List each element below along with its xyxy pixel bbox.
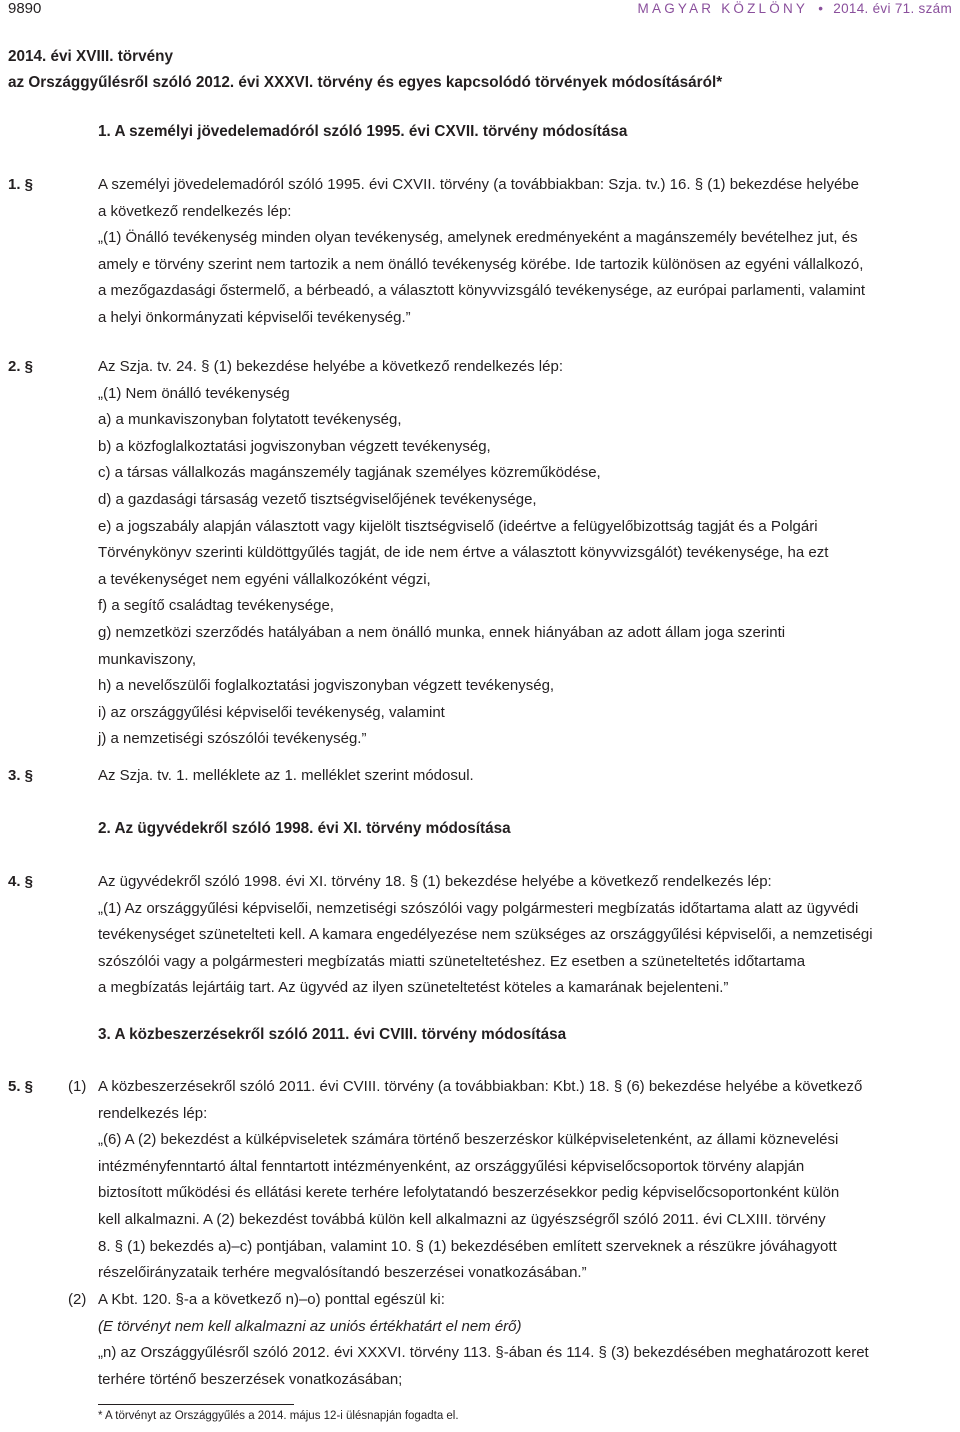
section-5-line: kell alkalmazni. A (2) bekezdést továbbá külön kell alkalmazni az ügyészségről szóló 2011. évi CLXIII. törvény	[98, 1210, 826, 1228]
section-1-line: „(1) Önálló tevékenység minden olyan tevékenység, amelynek eredményeként a magánszemély bevételhez jut, és	[98, 229, 858, 247]
section-5-line: „n) az Országgyűlésről szóló 2012. évi XXXVI. törvény 113. §-ában és 114. § (3) bekezdésében meghatározott keret	[98, 1344, 869, 1362]
section-number-3: 3. §	[8, 767, 34, 784]
issue-number: 2014. évi 71. szám	[833, 1, 952, 16]
law-title-line-1: 2014. évi XVIII. törvény	[8, 48, 173, 65]
section-2-line: j) a nemzetiségi szószólói tevékenység.”	[98, 730, 367, 748]
section-4-line: tevékenységet szünetelteti kell. A kamara engedélyezése nem szükséges az országgyűlési képviselői, a nemzetiségi	[98, 926, 873, 944]
section-1-body	[98, 172, 957, 332]
paragraph-label-1: (1)	[68, 1078, 87, 1095]
section-4-line: szószólói vagy a polgármesteri megbízatás miatti szüneteltetéshez. Ez esetben a szüneteltetés időtartama	[98, 952, 806, 970]
section-4-line: Az ügyvédekről szóló 1998. évi XI. törvény 18. § (1) bekezdése helyébe a következő rendelkezés lép:	[98, 873, 772, 890]
footnote: * A törvényt az Országgyűlés a 2014. május 12-i ülésnapján fogadta el.	[98, 1410, 459, 1422]
italic-preamble: (E törvényt nem kell alkalmazni az uniós értékhatárt el nem érő)	[98, 1317, 522, 1335]
section-5-line: intézményfenntartó által fenntartott intézményenként, az országgyűlési képviselőcsoportok törvény alapján	[98, 1157, 805, 1175]
header-bullet: •	[818, 1, 824, 16]
section-number-2: 2. §	[8, 358, 34, 375]
section-2-line: e) a jogszabály alapján választott vagy kijelölt tisztségviselő (ideértve a felügyelőbizottság tagját és a Polgári	[98, 517, 818, 535]
section-5-line: A Kbt. 120. §-a a következő n)–o) ponttal egészül ki:	[98, 1291, 445, 1308]
section-number-5: 5. §	[8, 1078, 34, 1095]
section-1-line: a következő rendelkezés lép:	[98, 202, 292, 220]
page-number: 9890	[8, 0, 42, 17]
law-title	[8, 44, 722, 96]
section-2-line: h) a nevelőszülői foglalkoztatási jogviszonyban végzett tevékenység,	[98, 677, 555, 695]
section-5-line: terhére történő beszerzések vonatkozásában;	[98, 1370, 403, 1388]
section-4-line: „(1) Az országgyűlési képviselői, nemzetiségi szószólói vagy polgármesteri megbízatás időtartama alatt az ügyvédi	[98, 899, 859, 917]
section-5-line: 8. § (1) bekezdés a)–c) pontjában, valamint 10. § (1) bekezdésében említett szerveknek a részükre jóváhagyott	[98, 1237, 837, 1255]
section-1-line: a mezőgazdasági őstermelő, a bérbeadó, a választott könyvvizsgáló tevékenysége, az európai parlamenti, valamint	[98, 282, 866, 300]
chapter-heading-2: 2. Az ügyvédekről szóló 1998. évi XI. törvény módosítása	[98, 820, 511, 837]
section-3-body: Az Szja. tv. 1. melléklete az 1. melléklet szerint módosul.	[98, 767, 474, 784]
section-1-line: A személyi jövedelemadóról szóló 1995. évi CXVII. törvény (a továbbiakban: Szja. tv.) 16. § (1) bekezdése helyébe	[98, 176, 859, 193]
section-number-4: 4. §	[8, 873, 34, 890]
section-5-paragraph-1	[98, 1074, 957, 1287]
section-5-paragraph-2	[98, 1287, 957, 1393]
section-4-body	[98, 869, 957, 1002]
section-2-line: i) az országgyűlési képviselői tevékenység, valamint	[98, 703, 445, 721]
chapter-heading-1: 1. A személyi jövedelemadóról szóló 1995. évi CXVII. törvény módosítása	[98, 123, 628, 140]
section-5-line: biztosított működési és ellátási kerete terhére lefolytatandó beszerzésekkor pedig képviselőcsoportonként külön	[98, 1184, 840, 1202]
running-header	[638, 0, 952, 18]
section-2-line: d) a gazdasági társaság vezető tisztségviselőjének tevékenysége,	[98, 490, 537, 508]
section-5-line: „(6) A (2) bekezdést a külképviseletek számára történő beszerzéskor külképviseletenként, az állami köznevelési	[98, 1131, 839, 1149]
chapter-heading-3: 3. A közbeszerzésekről szóló 2011. évi CVIII. törvény módosítása	[98, 1026, 567, 1043]
section-2-line: munkaviszony,	[98, 650, 197, 668]
section-2-line: g) nemzetközi szerződés hatályában a nem önálló munka, ennek hiányában az adott állam joga szerinti	[98, 623, 786, 641]
section-4-line: a megbízatás lejártáig tart. Az ügyvéd az ilyen szüneteltetést köteles a kamarának bejelenteni.”	[98, 979, 729, 997]
section-2-line: „(1) Nem önálló tevékenység	[98, 384, 290, 402]
section-2-line: Az Szja. tv. 24. § (1) bekezdése helyébe a következő rendelkezés lép:	[98, 358, 563, 375]
publication-name: MAGYAR KÖZLÖNY	[637, 1, 809, 16]
section-2-line: b) a közfoglalkoztatási jogviszonyban végzett tevékenység,	[98, 437, 491, 455]
section-5-line: részelőirányzataik terhére megvalósítandó beszerzései vonatkozásában.”	[98, 1264, 587, 1282]
section-2-body	[98, 354, 957, 753]
footnote-divider	[98, 1404, 294, 1405]
paragraph-label-2: (2)	[68, 1291, 87, 1308]
law-title-line-2: az Országgyűlésről szóló 2012. évi XXXVI. törvény és egyes kapcsolódó törvények módosításáról*	[8, 74, 723, 91]
section-2-line: a tevékenységet nem egyéni vállalkozóként végzi,	[98, 570, 431, 588]
section-2-line: a) a munkaviszonyban folytatott tevékenység,	[98, 411, 402, 429]
section-1-line: a helyi önkormányzati képviselői tevékenység.”	[98, 308, 411, 326]
section-1-line: amely e törvény szerint nem tartozik a nem önálló tevékenység körébe. Ide tartozik különösen az egyéni vállalkozó,	[98, 255, 864, 273]
section-5-line: rendelkezés lép:	[98, 1104, 208, 1122]
section-2-line: Törvénykönyv szerinti küldöttgyűlés tagját, de ide nem értve a választott könyvvizsgálót) tevékenysége, ha ezt	[98, 544, 829, 562]
section-number-1: 1. §	[8, 176, 34, 193]
section-5-italic-line	[98, 1314, 957, 1341]
section-2-line: f) a segítő családtag tevékenysége,	[98, 597, 334, 615]
section-5-line: A közbeszerzésekről szóló 2011. évi CVIII. törvény (a továbbiakban: Kbt.) 18. § (6) bekezdése helyébe a következő	[98, 1078, 863, 1095]
section-2-line: c) a társas vállalkozás magánszemély tagjának személyes közreműködése,	[98, 464, 601, 482]
